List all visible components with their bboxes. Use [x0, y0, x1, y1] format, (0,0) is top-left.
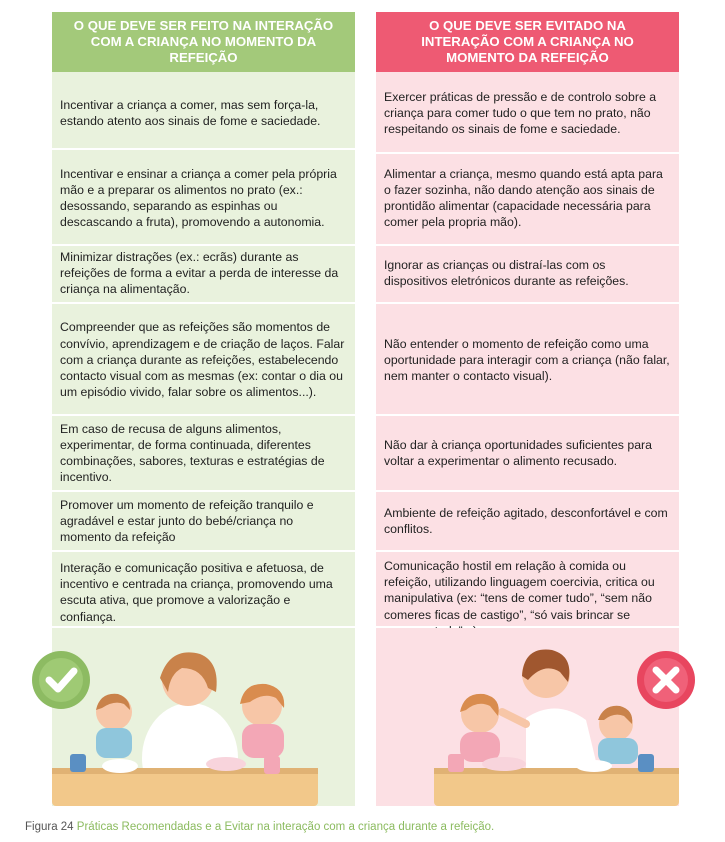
divider [376, 152, 679, 154]
caption-prefix: Figura 24 [25, 821, 74, 833]
recommended-list [52, 72, 355, 626]
avoid-list [376, 72, 679, 626]
divider [376, 244, 679, 246]
avoid-header: O QUE DEVE SER EVITADO NA INTERAÇÃO COM A CRIANÇA NO MOMENTO DA REFEIÇÃO [376, 12, 679, 72]
check-icon [32, 651, 90, 709]
avoid-item-2: Alimentar a criança, mesmo quando está apta para o fazer sozinha, não dando atenção aos sinais de prontidão alimentar (capacidade necessária para comer pela propria mão). [384, 166, 663, 230]
divider [52, 490, 355, 492]
avoid-item-4: Não entender o momento de refeição como uma oportunidade para interagir com a criança (não falar, nem manter o contacto visual). [384, 336, 670, 384]
avoid-meal-illustration [376, 628, 696, 806]
avoid-item-1: Exercer práticas de pressão e de controlo sobre a criança para comer tudo o que tem no prato, não respeitando os sinais de fome e saciedade. [384, 89, 657, 137]
avoid-item-7: Comunicação hostil em relação à comida ou refeição, utilizando linguagem coercivia, critica ou manipulativa (ex: “tens de comer tudo”, “sem não comeres ficas de castigo”, “só vais brincar se [384, 559, 655, 622]
recommended-meal-illustration [30, 628, 356, 806]
caption-text: Práticas Recomendadas e a Evitar na interação com a criança durante a refeição. [76, 821, 495, 833]
avoid-item-3: Ignorar as crianças ou distraí-las com os dispositivos eletrónicos durante as refeições. [384, 257, 629, 288]
divider [376, 414, 679, 416]
divider [376, 490, 679, 492]
divider [52, 244, 355, 246]
divider [52, 550, 355, 552]
recommended-item-2: Incentivar e ensinar a criança a comer pela própria mão e a preparar os alimentos no prato (ex.: desossando, separando as espinhas ou descascando a fruta), promovendo a autonomia. [60, 166, 337, 230]
figure-caption [25, 821, 494, 833]
recommended-item-1: Incentivar a criança a comer, mas sem força-la, estando atento aos sinais de fome e saciedade. [60, 97, 321, 128]
recommended-item-5: Em caso de recusa de alguns alimentos, experimentar, de forma continuada, diferentes combinações, sabores, texturas e estratégias de incentivo. [60, 421, 325, 485]
recommended-header: O QUE DEVE SER FEITO NA INTERAÇÃO COM A CRIANÇA NO MOMENTO DA REFEIÇÃO [52, 12, 355, 72]
recommended-item-4: Compreender que as refeições são momentos de convívio, aprendizagem e de criação de laços. Falar com a criança durante as refeições, estabelecendo contacto visual com as mesmas (ex: contar o dia ou um episódio vivido, falar sobre os alimentos...). [60, 320, 345, 400]
divider [376, 550, 679, 552]
divider [52, 302, 355, 304]
avoid-item-6: Ambiente de refeição agitado, desconfortável e com conflitos. [384, 505, 668, 536]
avoid-item-5: Não dar à criança oportunidades suficientes para voltar a experimentar o alimento recusado. [384, 437, 652, 468]
recommended-item-6: Promover um momento de refeição tranquilo e agradável e estar junto do bebé/criança no momento da refeição [60, 497, 314, 545]
recommended-item-3: Minimizar distrações (ex.: ecrãs) durante as refeições de forma a evitar a perda de interesse da criança na alimentação. [60, 249, 339, 297]
avoid-column [376, 12, 679, 626]
divider [52, 148, 355, 150]
recommended-item-7: Interação e comunicação positiva e afetuosa, de incentivo e centrada na criança, promovendo uma escuta ativa, que promove a valorização e confiança. [60, 561, 333, 624]
divider [52, 414, 355, 416]
divider [376, 302, 679, 304]
cross-icon [637, 651, 695, 709]
recommended-column [52, 12, 355, 626]
